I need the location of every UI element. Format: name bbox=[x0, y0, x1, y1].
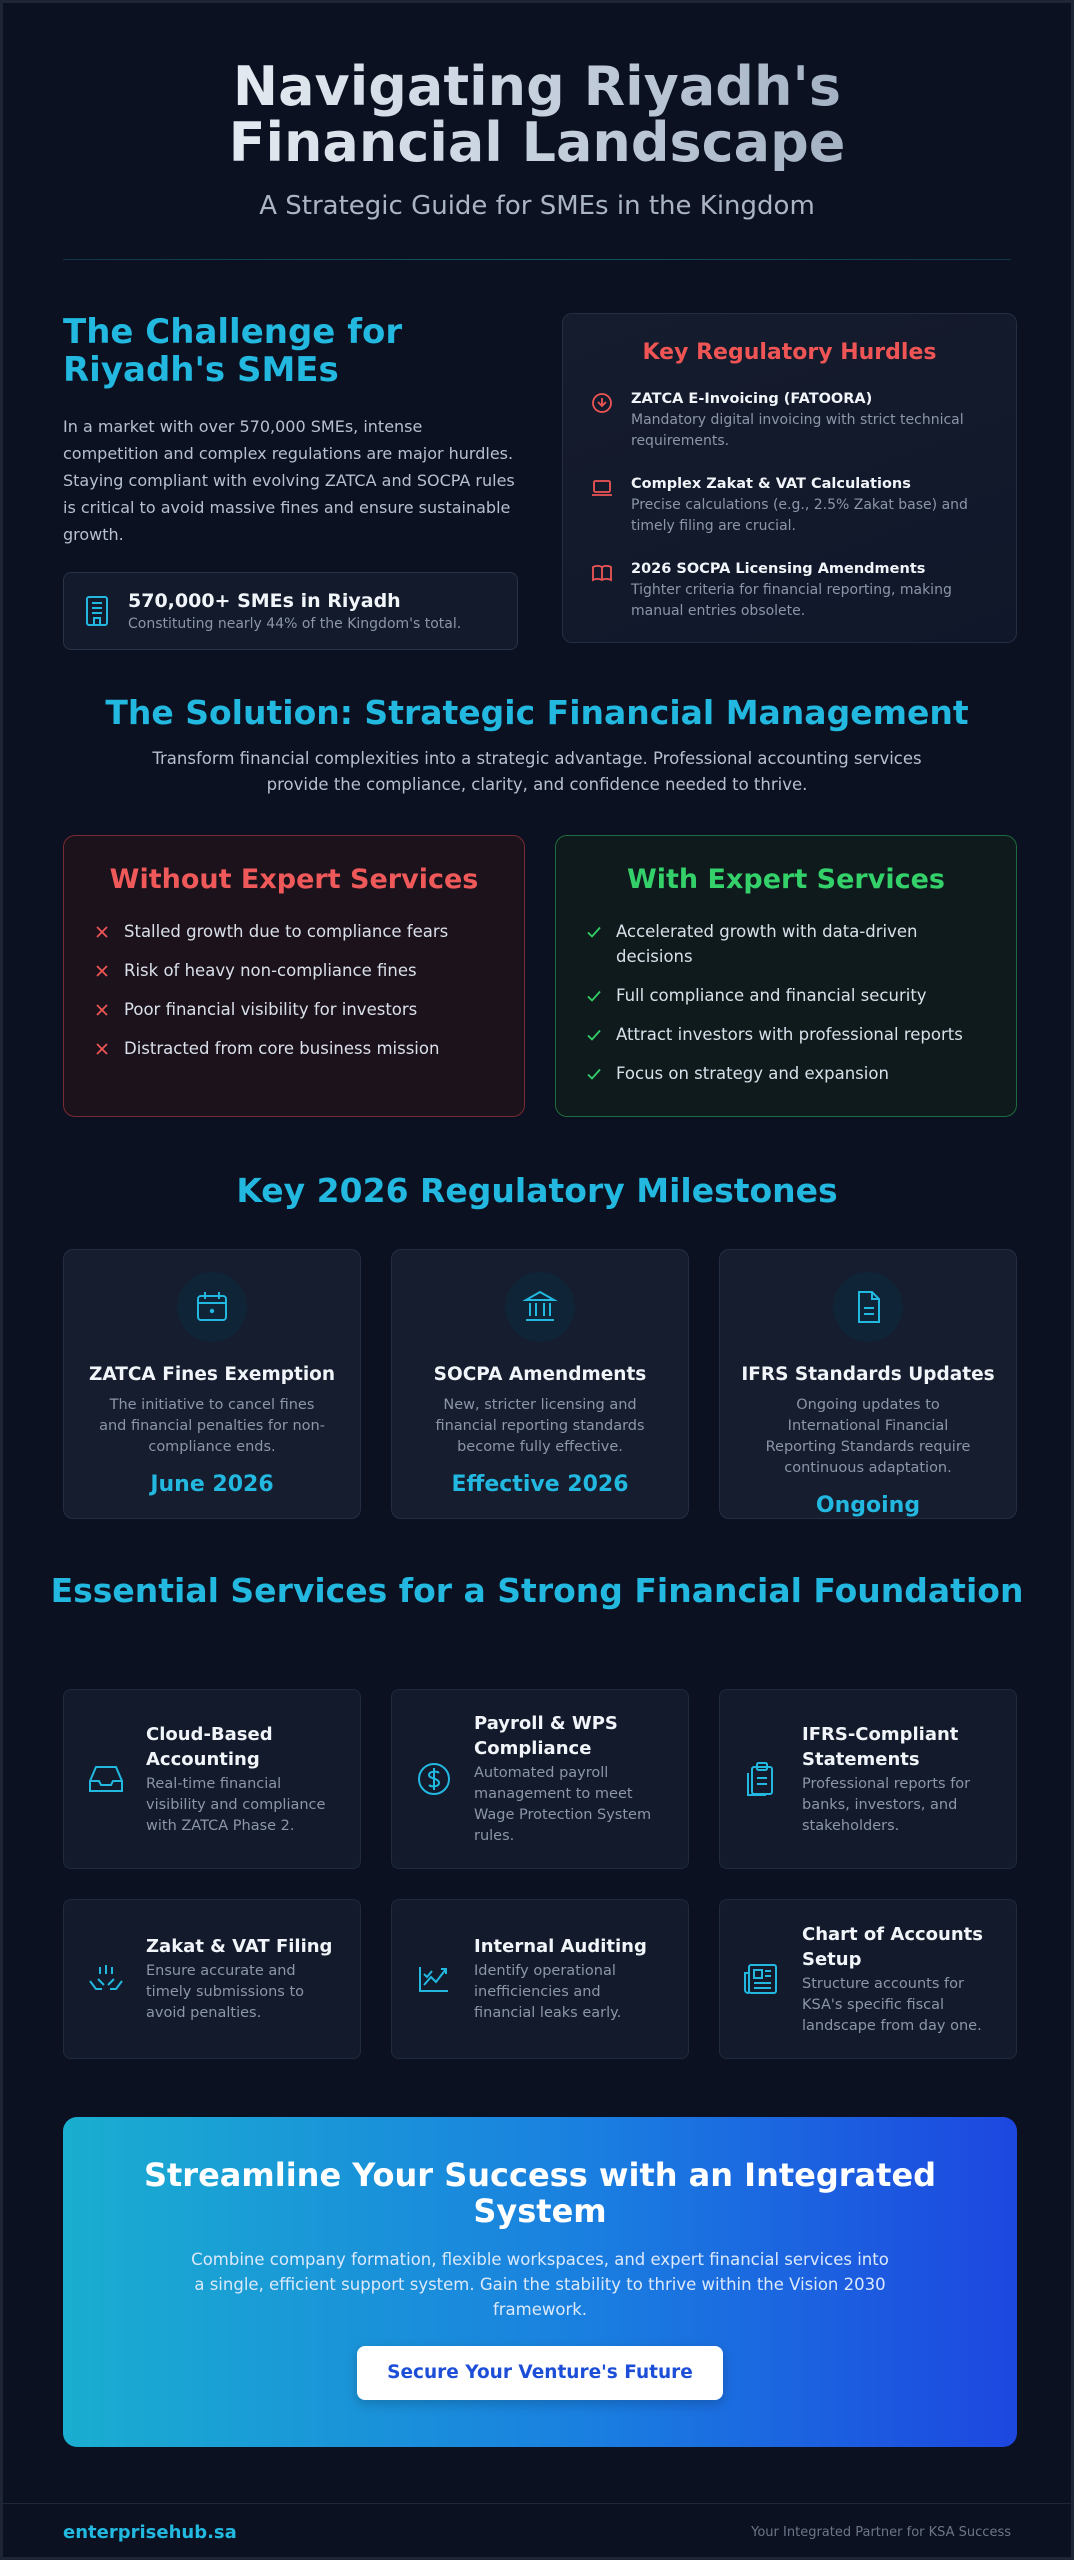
without-heading: Without Expert Services bbox=[109, 864, 479, 895]
milestone-title: ZATCA Fines Exemption bbox=[88, 1364, 336, 1385]
service-card bbox=[63, 1899, 361, 2059]
milestone-title: IFRS Standards Updates bbox=[741, 1364, 995, 1385]
chart-check-icon bbox=[414, 1959, 454, 1999]
inbox-icon bbox=[86, 1759, 126, 1799]
without-list bbox=[94, 919, 494, 1061]
milestone-card bbox=[391, 1249, 689, 1519]
hurdle-title: ZATCA E-Invoicing (FATOORA) bbox=[631, 391, 873, 407]
list-item-text: Focus on strategy and expansion bbox=[616, 1064, 889, 1083]
hurdle-title: Complex Zakat & VAT Calculations bbox=[631, 476, 911, 492]
service-desc: Real-time financial visibility and compliance with ZATCA Phase 2. bbox=[146, 1775, 326, 1834]
dollar-circle-icon bbox=[414, 1759, 454, 1799]
page-subtitle: A Strategic Guide for SMEs in the Kingdom bbox=[259, 191, 815, 221]
list-item-text: Attract investors with professional reports bbox=[616, 1025, 963, 1044]
challenge-body: In a market with over 570,000 SMEs, intense competition and complex regulations are major hurdles. Staying compliant with evolving ZATCA and SOCPA rules is critical to avoid massive fines and ensure sustainable growth. bbox=[63, 417, 515, 544]
service-title: Internal Auditing bbox=[474, 1936, 647, 1957]
list-item-text: Risk of heavy non-compliance fines bbox=[124, 961, 417, 980]
comparison-section bbox=[63, 835, 1017, 1117]
stat-subtitle: Constituting nearly 44% of the Kingdom's total. bbox=[128, 616, 462, 632]
list-item bbox=[586, 1022, 986, 1047]
cta-banner bbox=[63, 2117, 1017, 2447]
list-item-text: Poor financial visibility for investors bbox=[124, 1000, 418, 1019]
sme-stat-box bbox=[63, 572, 518, 650]
footer-brand-link[interactable]: enterprisehub.sa bbox=[63, 2521, 237, 2543]
hurdle-item bbox=[591, 476, 988, 537]
milestone-card bbox=[63, 1249, 361, 1519]
service-title: Chart of Accounts Setup bbox=[802, 1923, 983, 1970]
x-icon bbox=[94, 963, 110, 979]
hurdle-desc: Precise calculations (e.g., 2.5% Zakat base) and timely filing are crucial. bbox=[631, 497, 968, 534]
service-desc: Ensure accurate and timely submissions to avoid penalties. bbox=[146, 1963, 304, 2021]
service-card bbox=[63, 1689, 361, 1869]
book-icon bbox=[591, 562, 613, 584]
footer bbox=[3, 2503, 1071, 2560]
secure-venture-button[interactable]: Secure Your Venture's Future bbox=[357, 2346, 723, 2400]
milestone-desc: The initiative to cancel fines and financial penalties for non-compliance ends. bbox=[99, 1397, 325, 1455]
milestone-date: Ongoing bbox=[815, 1493, 921, 1518]
without-services-card bbox=[63, 835, 525, 1117]
list-item bbox=[586, 983, 986, 1008]
service-card bbox=[719, 1689, 1017, 1869]
hurdle-item bbox=[591, 391, 988, 452]
list-item-text: Full compliance and financial security bbox=[616, 986, 927, 1005]
building-icon bbox=[82, 594, 112, 628]
service-title: Zakat & VAT Filing bbox=[146, 1936, 333, 1957]
milestones-section bbox=[63, 1249, 1017, 1519]
services-heading: Essential Services for a Strong Financial Foundation bbox=[50, 1571, 1024, 1610]
cta-heading: Streamline Your Success with an Integrated System bbox=[143, 2156, 937, 2230]
list-item-text: Accelerated growth with data-driven decisions bbox=[616, 922, 918, 966]
x-icon bbox=[94, 1041, 110, 1057]
solution-heading: The Solution: Strategic Financial Management bbox=[105, 693, 969, 732]
x-icon bbox=[94, 924, 110, 940]
hands-coins-icon bbox=[86, 1959, 126, 1999]
arrow-down-circle-icon bbox=[591, 392, 613, 414]
service-desc: Professional reports for banks, investors, and stakeholders. bbox=[802, 1775, 971, 1834]
page-title: Navigating Riyadh's Financial Landscape bbox=[87, 59, 987, 171]
service-card bbox=[391, 1899, 689, 2059]
hurdle-desc: Tighter criteria for financial reporting, making manual entries obsolete. bbox=[631, 582, 952, 619]
hero-section bbox=[3, 3, 1071, 260]
regulatory-hurdles-card bbox=[562, 313, 1017, 643]
service-desc: Structure accounts for KSA's specific fiscal landscape from day one. bbox=[802, 1975, 982, 2034]
service-title: IFRS-Compliant Statements bbox=[802, 1723, 959, 1770]
milestone-icon-badge bbox=[833, 1272, 903, 1342]
milestone-date: June 2026 bbox=[150, 1472, 274, 1497]
newspaper-icon bbox=[742, 1959, 782, 1999]
milestone-card bbox=[719, 1249, 1017, 1519]
milestone-desc: New, stricter licensing and financial reporting standards become fully effective. bbox=[435, 1397, 645, 1455]
footer-tagline: Your Integrated Partner for KSA Success bbox=[751, 2524, 1011, 2540]
list-item bbox=[94, 958, 494, 983]
check-icon bbox=[586, 1066, 602, 1082]
hurdle-title: 2026 SOCPA Licensing Amendments bbox=[631, 561, 926, 577]
milestone-date: Effective 2026 bbox=[451, 1472, 629, 1497]
with-heading: With Expert Services bbox=[626, 864, 945, 895]
milestone-icon-badge bbox=[505, 1272, 575, 1342]
milestone-icon-badge bbox=[177, 1272, 247, 1342]
list-item-text: Stalled growth due to compliance fears bbox=[124, 922, 449, 941]
list-item bbox=[94, 1036, 494, 1061]
hurdle-desc: Mandatory digital invoicing with strict technical requirements. bbox=[631, 412, 964, 449]
service-desc: Automated payroll management to meet Wage Protection System rules. bbox=[474, 1765, 652, 1844]
clipboard-icon bbox=[742, 1759, 782, 1799]
milestone-desc: Ongoing updates to International Financial Reporting Standards require continuous adaptation. bbox=[765, 1397, 971, 1476]
hurdle-item bbox=[591, 561, 988, 622]
calendar-icon bbox=[194, 1289, 230, 1325]
service-title: Payroll & WPS Compliance bbox=[474, 1713, 618, 1759]
challenge-intro bbox=[63, 313, 518, 650]
solution-section bbox=[3, 693, 1071, 798]
list-item bbox=[586, 919, 986, 969]
milestones-heading: Key 2026 Regulatory Milestones bbox=[236, 1171, 838, 1210]
service-desc: Identify operational inefficiencies and financial leaks early. bbox=[474, 1963, 622, 2021]
service-title: Cloud-Based Accounting bbox=[146, 1723, 273, 1770]
document-icon bbox=[850, 1289, 886, 1325]
list-item-text: Distracted from core business mission bbox=[124, 1039, 440, 1058]
check-icon bbox=[586, 924, 602, 940]
with-services-card bbox=[555, 835, 1017, 1117]
list-item bbox=[586, 1061, 986, 1086]
service-card bbox=[719, 1899, 1017, 2059]
services-section bbox=[63, 1689, 1017, 2059]
list-item bbox=[94, 997, 494, 1022]
with-list bbox=[586, 919, 986, 1086]
challenge-section bbox=[63, 313, 1017, 643]
laptop-icon bbox=[591, 477, 613, 499]
check-icon bbox=[586, 988, 602, 1004]
stat-title: 570,000+ SMEs in Riyadh bbox=[128, 590, 401, 612]
x-icon bbox=[94, 1002, 110, 1018]
challenge-heading: The Challenge for Riyadh's SMEs bbox=[63, 312, 403, 390]
service-card bbox=[391, 1689, 689, 1869]
milestone-title: SOCPA Amendments bbox=[433, 1364, 647, 1385]
hero-divider bbox=[63, 259, 1011, 260]
list-item bbox=[94, 919, 494, 944]
hurdles-heading: Key Regulatory Hurdles bbox=[642, 340, 937, 365]
solution-body: Transform financial complexities into a strategic advantage. Professional accounting services provide the compliance, clarity, and confidence needed to thrive. bbox=[152, 749, 922, 794]
check-icon bbox=[586, 1027, 602, 1043]
bank-icon bbox=[522, 1289, 558, 1325]
cta-body: Combine company formation, flexible workspaces, and expert financial services into a single, efficient support system. Gain the stability to thrive within the Vision 2030 framework. bbox=[191, 2250, 889, 2319]
